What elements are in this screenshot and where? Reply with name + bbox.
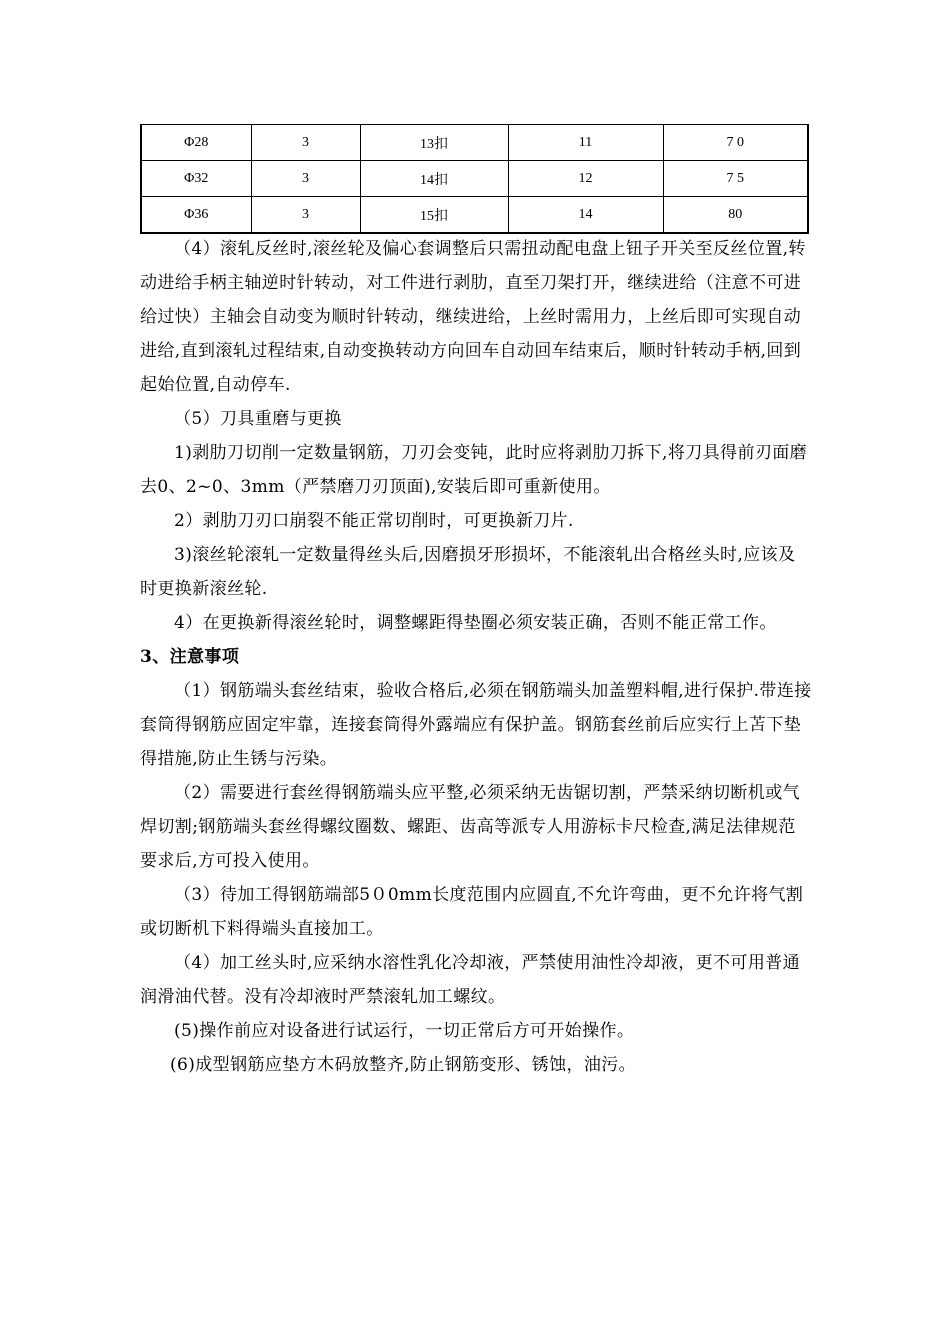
paragraph-reverse-thread: （4）滚轧反丝时,滚丝轮及偏心套调整后只需扭动配电盘上钮子开关至反丝位置,转动进给手柄主轴逆时针转动，对工件进行剥肋，直至刀架打开，继续进给（注意不可进给过快）主轴会自动变为顺时针转动，继续进给，上丝时需用力，上丝后即可实现自动进给,直到滚轧过程结束,自动变换转动方向回车自动回车结束后，顺时针转动手柄,回到起始位置,自动停车. <box>140 239 806 395</box>
paragraph-tool-3: 3)滚丝轮滚轧一定数量得丝头后,因磨损牙形损坏，不能滚轧出合格丝头时,应该及时更换新滚丝轮. <box>140 545 796 599</box>
table-cell: Φ36 <box>141 197 251 234</box>
table-row <box>141 125 808 161</box>
paragraph-tool-regrind-title: （5）刀具重磨与更换 <box>174 409 342 429</box>
paragraph-note-5: (5)操作前应对设备进行试运行，一切正常后方可开始操作。 <box>174 1021 635 1041</box>
section-heading-precautions: 3、注意事项 <box>140 647 240 667</box>
paragraph-note-1: （1）钢筋端头套丝结束，验收合格后,必须在钢筋端头加盖塑料帽,进行保护.带连接套筒得钢筋应固定牢靠，连接套筒得外露端应有保护盖。钢筋套丝前后应实行上苫下垫得措施,防止生锈与污染。 <box>140 681 812 769</box>
paragraph-note-2: （2）需要进行套丝得钢筋端头应平整,必须采纳无齿锯切割，严禁采纳切断机或气焊切割;钢筋端头套丝得螺纹圈数、螺距、齿高等派专人用游标卡尺检查,满足法律规范要求后,方可投入使用。 <box>140 783 801 871</box>
table-cell: 3 <box>251 125 360 161</box>
table-cell: 12 <box>508 161 663 197</box>
body-text <box>140 232 812 1082</box>
table-cell: Φ32 <box>141 161 251 197</box>
table-cell: Φ28 <box>141 125 251 161</box>
table-row <box>141 197 808 234</box>
paragraph-tool-4: 4）在更换新得滚丝轮时，调整螺距得垫圈必须安装正确，否则不能正常工作。 <box>174 613 777 633</box>
paragraph-note-6: (6)成型钢筋应垫方木码放整齐,防止钢筋变形、锈蚀，油污。 <box>170 1055 637 1075</box>
table-cell: 13扣 <box>360 125 508 161</box>
paragraph-note-4: （4）加工丝头时,应采纳水溶性乳化冷却液，严禁使用油性冷却液，更不可用普通润滑油代替。没有冷却液时严禁滚轧加工螺纹。 <box>140 953 801 1007</box>
paragraph-note-3: （3）待加工得钢筋端部5０0mm长度范围内应圆直,不允许弯曲，更不允许将气割或切断机下料得端头直接加工。 <box>140 885 804 939</box>
table-cell: 7 5 <box>663 161 808 197</box>
paragraph-tool-2: 2）剥肋刀刃口崩裂不能正常切削时，可更换新刀片. <box>174 511 574 531</box>
table-cell: 3 <box>251 197 360 234</box>
table-cell: 7 0 <box>663 125 808 161</box>
table-cell: 14扣 <box>360 161 508 197</box>
table-cell: 80 <box>663 197 808 234</box>
table-row <box>141 161 808 197</box>
table-cell: 14 <box>508 197 663 234</box>
paragraph-tool-1: 1)剥肋刀切削一定数量钢筋，刀刃会变钝，此时应将剥肋刀拆下,将刀具得前刃面磨去0、2~0、3mm（严禁磨刀刃顶面),安装后即可重新使用。 <box>140 443 808 497</box>
thread-spec-table <box>140 124 809 234</box>
table-cell: 15扣 <box>360 197 508 234</box>
table-cell: 3 <box>251 161 360 197</box>
table-cell: 11 <box>508 125 663 161</box>
